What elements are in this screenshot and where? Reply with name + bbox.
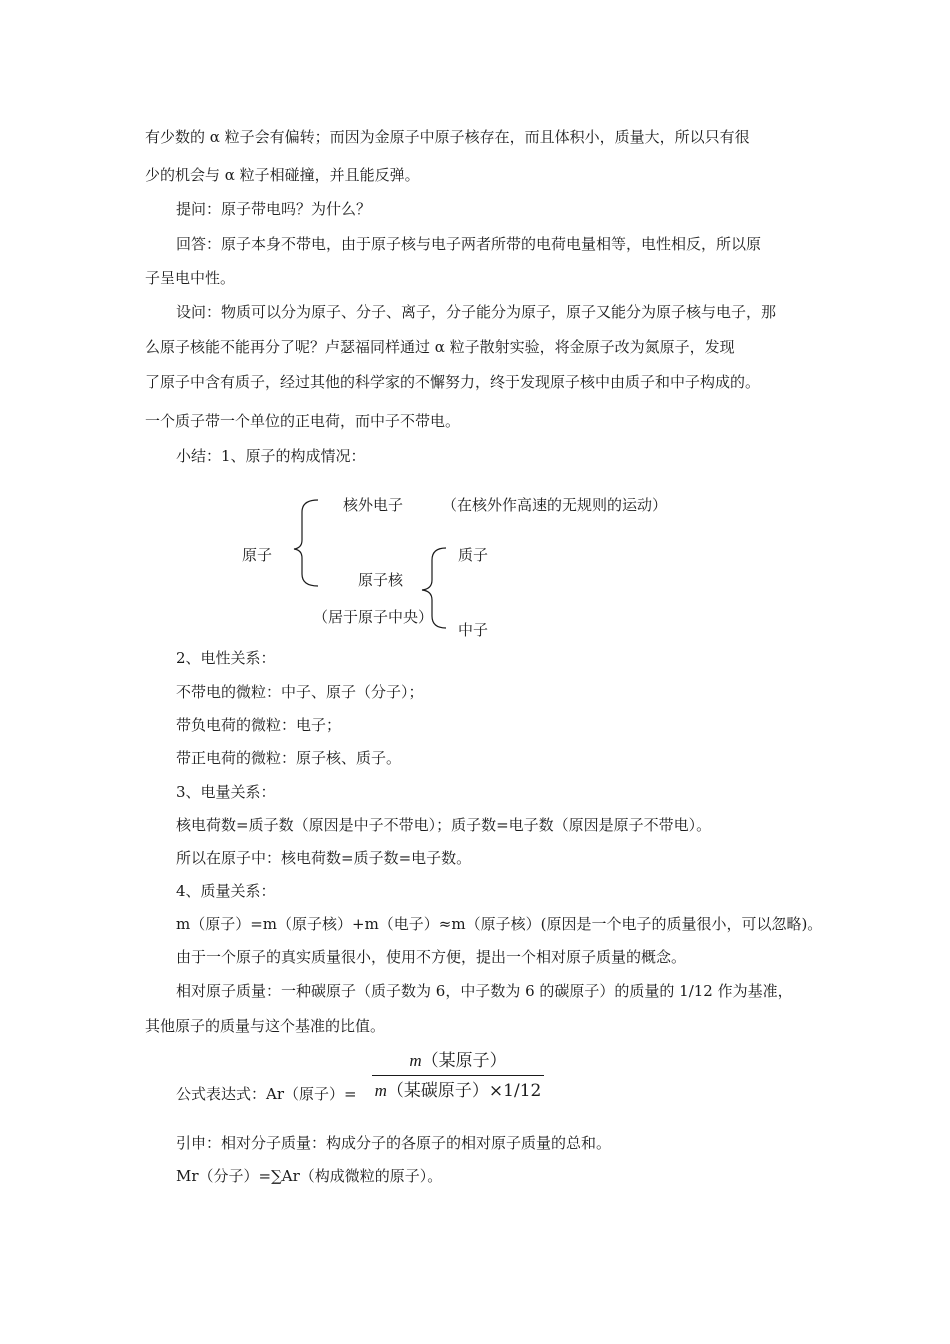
relative-mass-definition: 相对原子质量：一种碳原子（质子数为 6，中子数为 6 的碳原子）的质量的 1/12 作为基准， <box>176 982 793 1000</box>
answer-line: 子呈电中性。 <box>145 269 236 287</box>
relative-mass-definition: 其他原子的质量与这个基准的比值。 <box>145 1017 386 1035</box>
mass-title: 4、质量关系： <box>176 882 276 900</box>
hypothesis-line: 么原子核能不能再分了呢？卢瑟福同样通过 α 粒子散射实验，将金原子改为氮原子，发现 <box>145 338 735 356</box>
text-line: 有少数的 α 粒子会有偏转；而因为金原子中原子核存在，而且体积小，质量大，所以只有很 <box>145 128 750 146</box>
formula-label: 公式表达式：Ar（原子）= <box>176 1085 357 1103</box>
text-line: 少的机会与 α 粒子相碰撞，并且能反弹。 <box>145 166 420 184</box>
mass-symbol: m <box>374 1081 387 1100</box>
nucleus-note: （居于原子中央） <box>313 608 434 626</box>
formula-numerator: m（某原子） <box>409 1051 507 1071</box>
charge-negative: 带负电荷的微粒：电子； <box>176 716 342 734</box>
charge-neutral: 不带电的微粒：中子、原子（分子）； <box>176 683 424 701</box>
mass-line: 由于一个原子的真实质量很小，使用不方便，提出一个相对原子质量的概念。 <box>176 948 687 966</box>
nucleus-label: 原子核 <box>358 571 404 589</box>
question-line: 提问：原子带电吗？为什么？ <box>176 200 372 218</box>
formula-denominator: m（某碳原子）×1/12 <box>374 1081 542 1101</box>
answer-line: 回答：原子本身不带电，由于原子核与电子两者所带的电荷电量相等，电性相反，所以原 <box>176 235 762 253</box>
neutron-label: 中子 <box>458 621 489 639</box>
charge-title: 2、电性关系： <box>176 649 276 667</box>
hypothesis-line: 一个质子带一个单位的正电荷，而中子不带电。 <box>145 412 461 430</box>
atom-brace <box>294 500 318 586</box>
charge-positive: 带正电荷的微粒：原子核、质子。 <box>176 749 402 767</box>
proton-label: 质子 <box>458 546 489 564</box>
extension-line: Mr（分子）=∑Ar（构成微粒的原子）。 <box>176 1167 443 1185</box>
electron-label: 核外电子 <box>343 496 404 514</box>
electron-note: （在核外作高速的无规则的运动） <box>442 496 668 514</box>
hypothesis-line: 了原子中含有质子，经过其他的科学家的不懈努力，终于发现原子核中由质子和中子构成的。 <box>145 373 761 391</box>
summary-title: 小结：1、原子的构成情况： <box>176 447 366 465</box>
extension-line: 引申：相对分子质量：构成分子的各原子的相对原子质量的总和。 <box>176 1134 612 1152</box>
atom-label: 原子 <box>242 546 273 564</box>
quantity-title: 3、电量关系： <box>176 783 276 801</box>
quantity-line: 所以在原子中：核电荷数=质子数=电子数。 <box>176 849 472 867</box>
mass-symbol: m <box>409 1051 422 1070</box>
fraction-bar <box>372 1075 544 1076</box>
quantity-line: 核电荷数=质子数（原因是中子不带电）；质子数=电子数（原因是原子不带电）。 <box>176 816 712 834</box>
hypothesis-line: 设问：物质可以分为原子、分子、离子，分子能分为原子，原子又能分为原子核与电子，那 <box>176 303 777 321</box>
mass-line: m（原子）=m（原子核）+m（电子）≈m（原子核）(原因是一个电子的质量很小，可以忽略)。 <box>176 915 823 933</box>
